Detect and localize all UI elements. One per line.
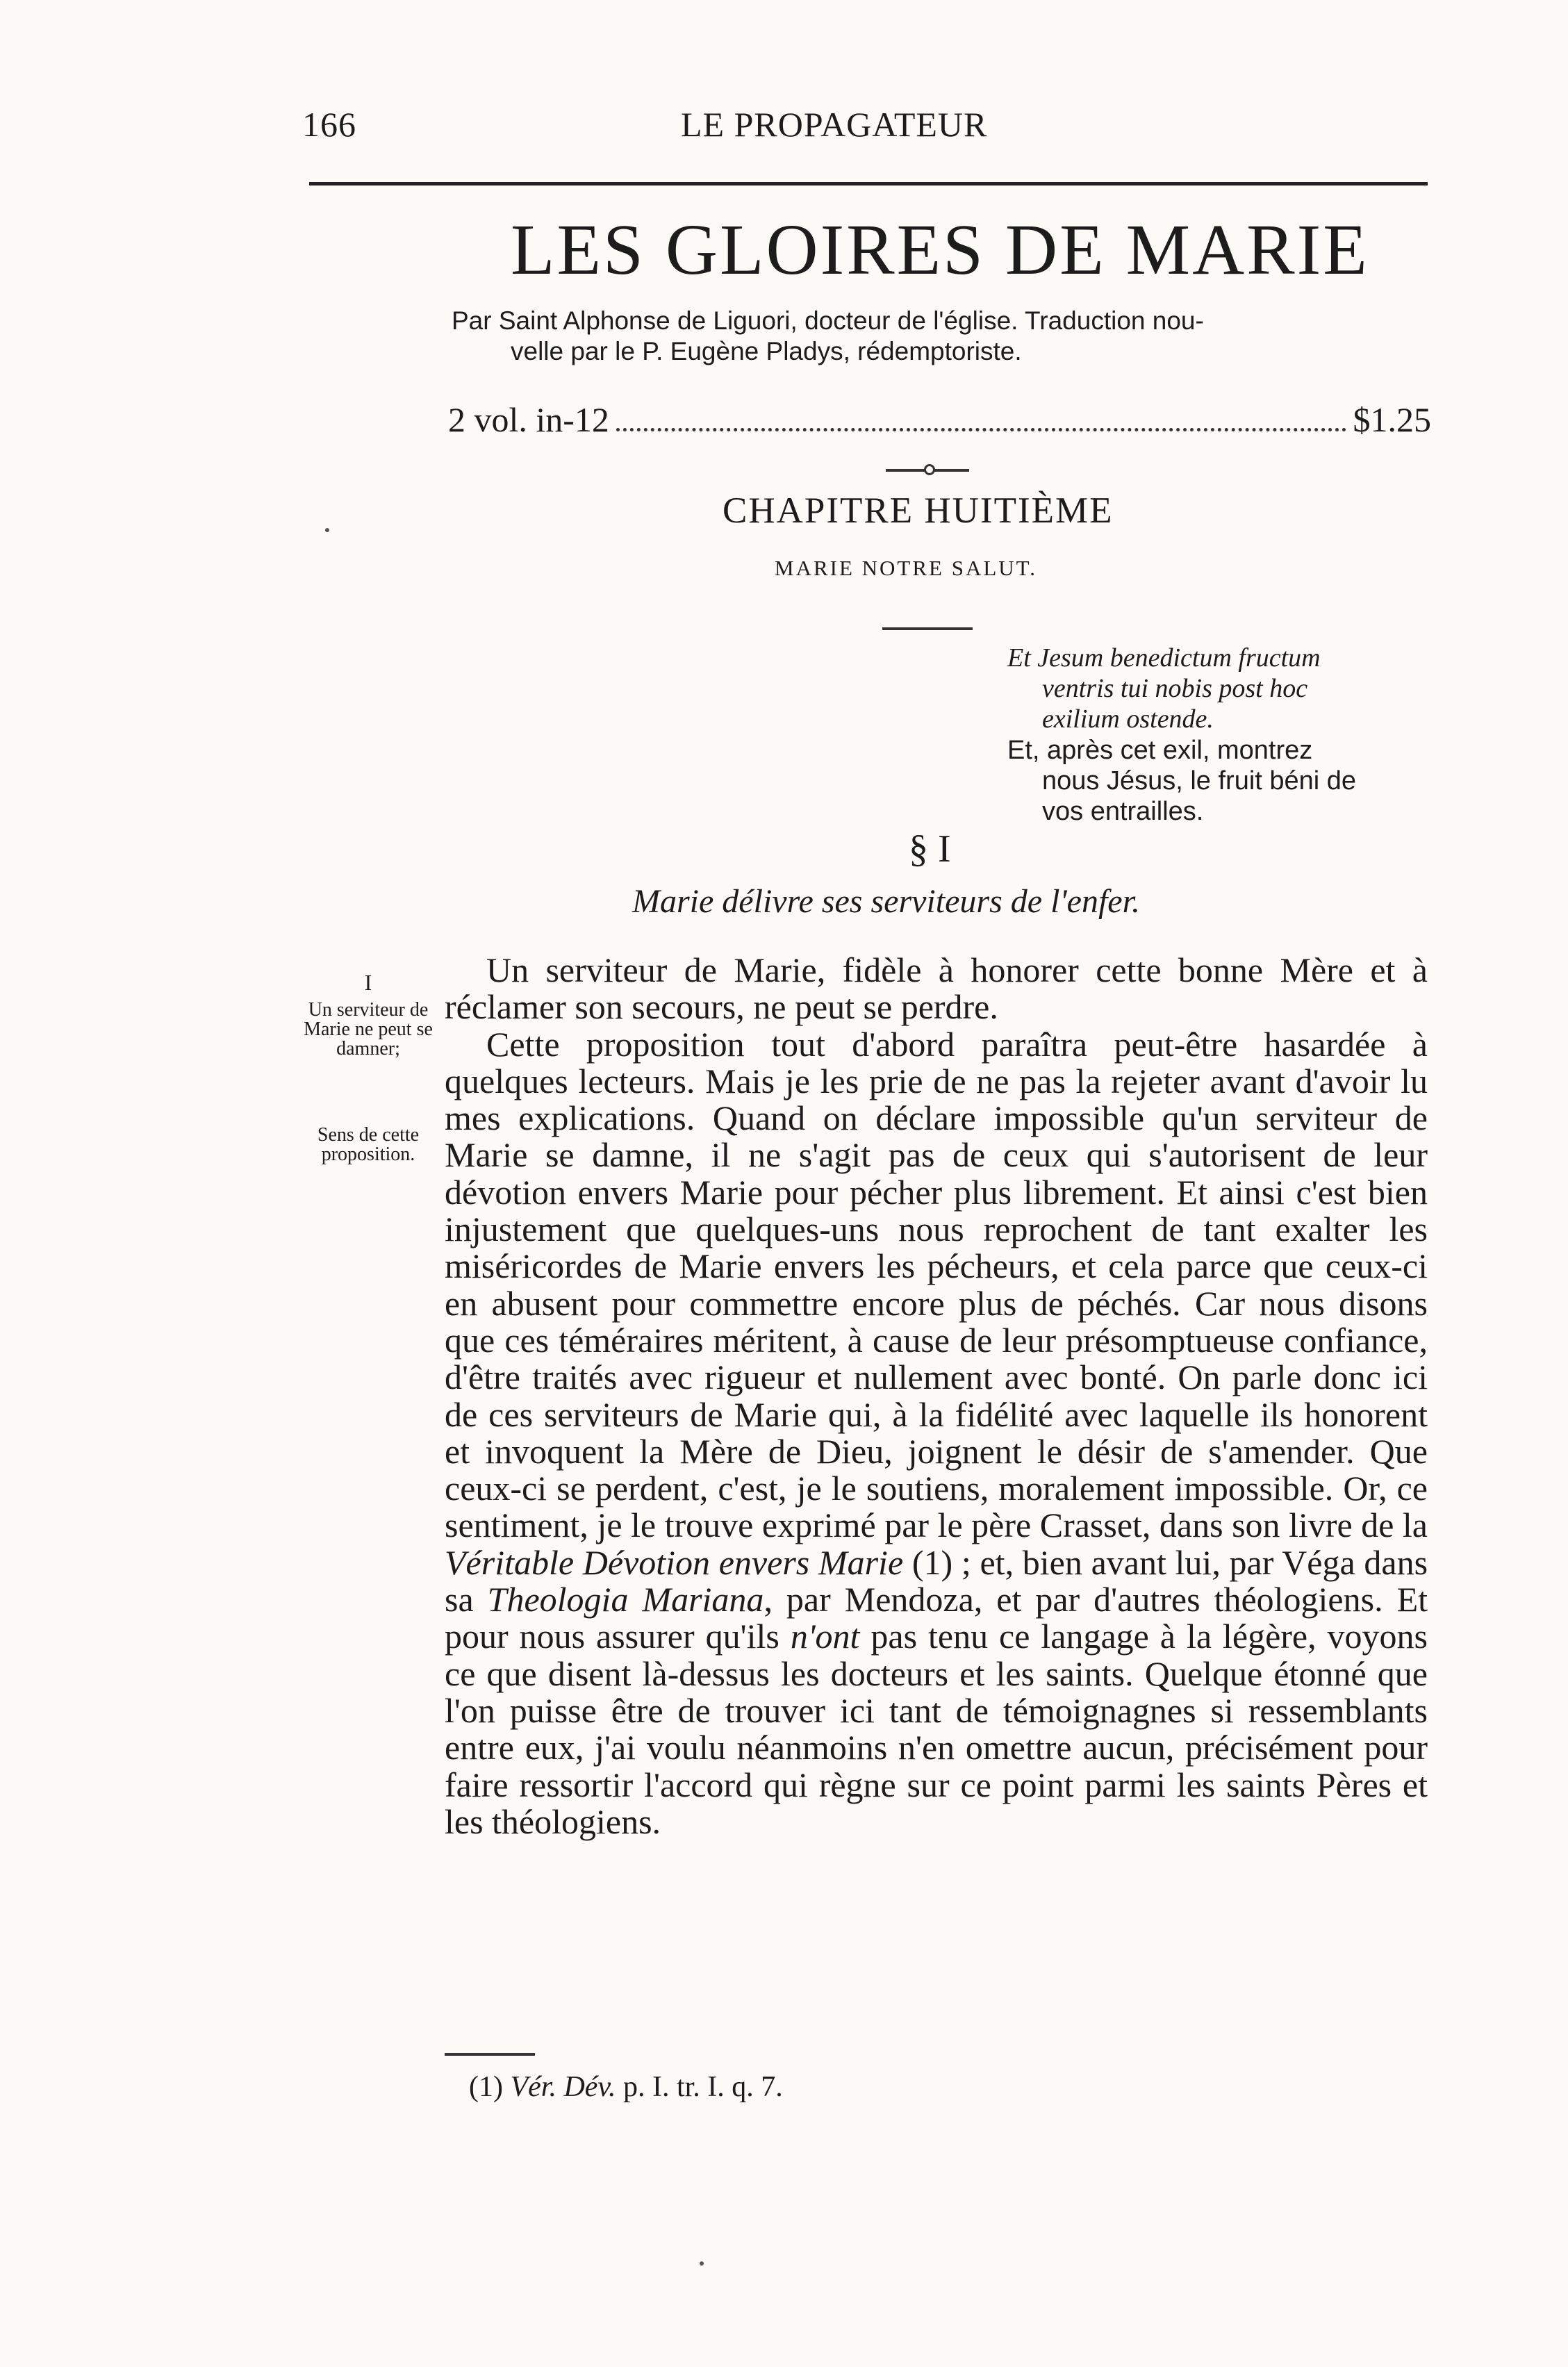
book-byline	[452, 306, 1424, 367]
margin-note: Sens de cette proposition.	[317, 1124, 420, 1165]
ornament-dot	[924, 464, 935, 475]
footnote-marker: (1)	[469, 2071, 503, 2103]
price: $1.25	[1353, 400, 1431, 439]
running-title: LE PROPAGATEUR	[681, 105, 988, 144]
footnote-rule	[445, 2053, 535, 2056]
text-run: Cette proposition tout d'abord paraîtra peut-être hasardée à quelques lecteurs. Mais je les prie de ne pas la rejeter avant d'avoir lu mes explications. Quand on déclare impossible qu'un serviteur de Marie se damne, il ne s'agit pas de ceux qui s'autorisent de leur dévotion envers Marie pour pécher plus librement. Et ainsi c'est bien injustement que quelques-uns nous reprochent de tant exalter les miséricordes de Marie envers les pécheurs, et cela parce que ceux-ci en abusent pour commettre encore plus de péchés. Car nous disons que ces téméraires méritent, à cause de leur présomptueuse confiance, d'être traités avec rigueur et nullement avec bonté. On parle donc ici de ces serviteurs de Marie qui, à la fidélité avec laquelle ils honorent et invoquent la Mère de Dieu, joignent le désir de s'amender. Que ceux-ci se perdent, c'est, je le soutiens, moralement impossible. Or, ce sentiment, je le trouve exprimé par le père Crasset, dans son livre de la	[445, 1024, 1428, 1545]
text-run: , par Mendoza, et par d'autres théologiens. Et pour nous assurer qu'ils	[445, 1580, 1428, 1656]
leader-dots	[616, 428, 1346, 431]
chapter-heading: CHAPITRE HUITIÈME	[723, 490, 1114, 531]
footnote-source: Vér. Dév.	[510, 2071, 616, 2103]
price-row	[448, 399, 1431, 440]
header-rule	[309, 182, 1428, 185]
footnote-location: p. I. tr. I. q. 7.	[622, 2071, 783, 2103]
byline-line-2: velle par le P. Eugène Pladys, rédemptoriste.	[511, 337, 1022, 365]
emphasis: n'ont	[790, 1617, 860, 1656]
epigraph-french-line: vos entrailles.	[1042, 797, 1204, 826]
book-title: LES GLOIRES DE MARIE	[511, 210, 1369, 290]
print-speck	[325, 528, 329, 532]
book-reference: Theologia Mariana	[487, 1580, 764, 1619]
paragraph: Un serviteur de Marie, fidèle à honorer cette bonne Mère et à réclamer son secours, ne peut se perdre.	[445, 950, 1428, 1027]
text-run: ; et, bien avant lui, par Véga dans sa	[445, 1542, 1428, 1619]
body-text	[445, 952, 1428, 1840]
text-run: pas tenu ce langage à la légère, voyons ce que disent là-dessus les docteurs et les saints. Quelque étonné que l'on puisse être de trouver ici tant de témoignagnes si ressemblants entre eux, j'ai voulu néanmoins n'en omettre aucun, précisément pour faire ressortir l'accord qui règne sur ce point parmi les saints Pères et les théologiens.	[445, 1617, 1428, 1841]
footnote	[469, 2070, 783, 2104]
epigraph-latin-line: Et Jesum benedictum fructum	[1007, 643, 1321, 673]
epigraph-latin	[1007, 643, 1428, 734]
footnote-ref: (1)	[911, 1542, 953, 1582]
book-reference: Véritable Dévotion envers Marie	[445, 1542, 904, 1582]
margin-note: Un serviteur de Marie ne peut se damner;	[304, 999, 433, 1059]
epigraph-french-line: nous Jésus, le fruit béni de	[1042, 766, 1357, 795]
chapter-rule	[882, 627, 973, 630]
section-title: Marie délivre ses serviteurs de l'enfer.	[632, 883, 1140, 920]
print-speck	[700, 2261, 704, 2266]
margin-number: I	[364, 970, 372, 995]
section-mark: § I	[909, 827, 951, 871]
paragraph	[445, 1026, 1428, 1841]
chapter-subtitle: MARIE NOTRE SALUT.	[775, 556, 1038, 580]
epigraph-latin-line: ventris tui nobis post hoc	[1042, 674, 1308, 703]
byline-line-1: Par Saint Alphonse de Liguori, docteur de l'église. Traduction nou-	[452, 306, 1204, 335]
epigraph-french	[1007, 735, 1428, 827]
epigraph-latin-line: exilium ostende.	[1042, 704, 1214, 734]
volumes: 2 vol. in-12	[448, 400, 609, 439]
epigraph-french-line: Et, après cet exil, montrez	[1007, 736, 1313, 765]
page-number: 166	[302, 105, 356, 144]
